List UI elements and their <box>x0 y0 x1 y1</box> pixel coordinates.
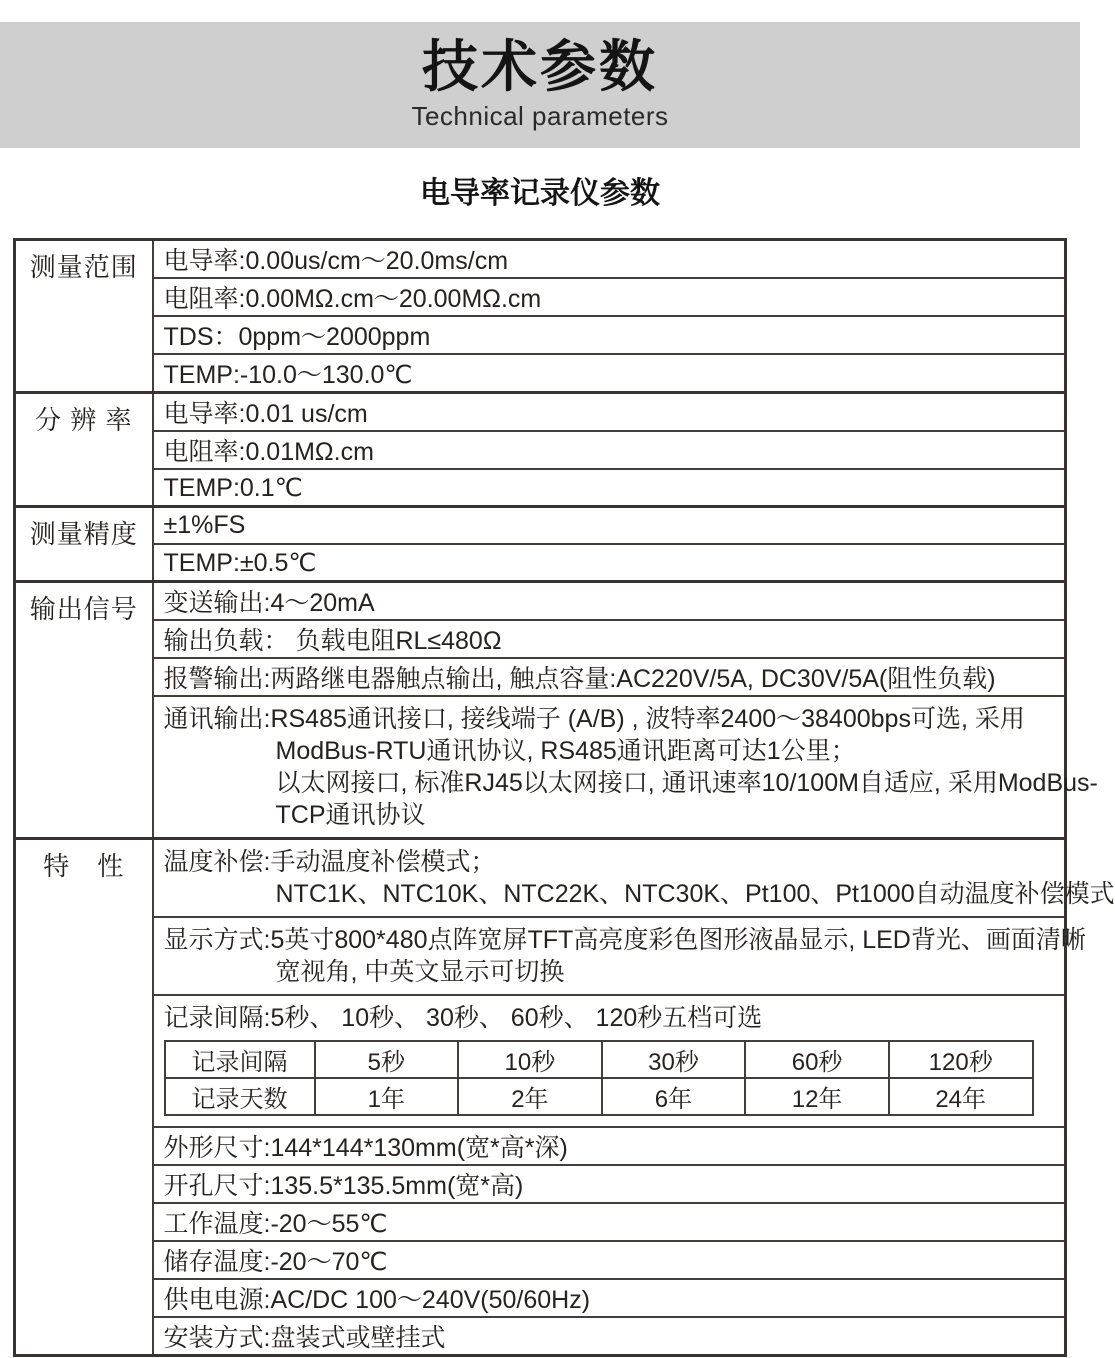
record-cell: 10秒 <box>458 1041 602 1078</box>
section-label-accuracy: 测量精度 <box>15 507 153 582</box>
display-mode-line: 显示方式:5英寸800*480点阵宽屏TFT高亮度彩色图形液晶显示, LED背光、画面清晰 <box>163 926 1086 954</box>
section-label-measure-range: 测量范围 <box>15 240 153 393</box>
row-temp-accuracy: TEMP:±0.5℃ <box>153 544 1066 582</box>
row-resistivity-resolution: 电阻率:0.01MΩ.cm <box>153 431 1066 469</box>
row-temp-range: TEMP:-10.0～130.0℃ <box>153 354 1066 393</box>
record-interval-header-row <box>165 1041 1033 1078</box>
record-cell: 120秒 <box>889 1041 1033 1078</box>
row-alarm-output: 报警输出:两路继电器触点输出, 触点容量:AC220V/5A, DC30V/5A(阻性负载) <box>153 658 1066 696</box>
record-cell: 12年 <box>745 1078 889 1115</box>
row-cutout-size: 开孔尺寸:135.5*135.5mm(宽*高) <box>153 1165 1066 1203</box>
temp-compensation-line: NTC1K、NTC10K、NTC22K、NTC30K、Pt100、Pt1000自动温度补偿模式 <box>275 880 1115 908</box>
section-output-signal <box>15 582 1066 621</box>
row-conductivity-resolution: 电导率:0.01 us/cm <box>153 393 1066 432</box>
row-power-supply: 供电电源:AC/DC 100～240V(50/60Hz) <box>153 1279 1066 1317</box>
row-display-mode <box>153 917 1086 995</box>
record-cell: 60秒 <box>745 1041 889 1078</box>
record-days-row <box>165 1078 1033 1115</box>
section-resolution <box>15 393 1066 432</box>
display-mode-line: 宽视角, 中英文显示可切换 <box>275 958 565 986</box>
banner-subtitle: Technical parameters <box>411 100 669 131</box>
row-working-temp: 工作温度:-20～55℃ <box>153 1203 1066 1241</box>
section-label-features: 特 性 <box>15 839 153 1356</box>
comm-output-line: 以太网接口, 标准RJ45以太网接口, 通讯速率10/100M自适应, 采用ModBus- <box>275 769 1098 797</box>
row-resistivity-range: 电阻率:0.00MΩ.cm～20.00MΩ.cm <box>153 278 1066 316</box>
record-cell: 记录天数 <box>165 1078 315 1115</box>
record-interval-table <box>164 1040 1034 1116</box>
row-storage-temp: 储存温度:-20～70℃ <box>153 1241 1066 1279</box>
row-transmit-output: 变送输出:4～20mA <box>153 582 1066 621</box>
section-label-output-signal: 输出信号 <box>15 582 153 839</box>
row-tds-range: TDS：0ppm～2000ppm <box>153 316 1066 354</box>
record-cell: 24年 <box>889 1078 1033 1115</box>
record-cell: 30秒 <box>602 1041 746 1078</box>
comm-output-line: 通讯输出:RS485通讯接口, 接线端子 (A/B) , 波特率2400～38400bps可选, 采用 <box>163 705 1025 733</box>
row-record-interval <box>153 995 1066 1127</box>
row-output-load: 输出负载： 负载电阻RL≤480Ω <box>153 620 1066 658</box>
section-features <box>15 839 1066 918</box>
record-cell: 6年 <box>602 1078 746 1115</box>
record-interval-text: 记录间隔:5秒、 10秒、 30秒、 60秒、 120秒五档可选 <box>163 1004 763 1032</box>
spec-table <box>13 238 1115 1357</box>
section-measure-range <box>15 240 1066 279</box>
record-cell: 5秒 <box>315 1041 459 1078</box>
record-cell: 2年 <box>458 1078 602 1115</box>
temp-compensation-line: 温度补偿:手动温度补偿模式； <box>163 848 496 876</box>
row-mounting: 安装方式:盘装式或壁挂式 <box>153 1317 1066 1356</box>
section-label-resolution: 分 辨 率 <box>15 393 153 507</box>
row-fs-accuracy: ±1%FS <box>153 507 1066 545</box>
row-temp-compensation <box>153 839 1115 918</box>
comm-output-line: ModBus-RTU通讯协议, RS485通讯距离可达1公里； <box>275 737 856 765</box>
section-heading: 电导率记录仪参数 <box>420 177 660 210</box>
row-comm-output <box>153 696 1098 839</box>
banner-title: 技术参数 <box>422 35 658 99</box>
row-conductivity-range: 电导率:0.00us/cm～20.0ms/cm <box>153 240 1066 279</box>
comm-output-line: TCP通讯协议 <box>275 801 426 829</box>
record-cell: 记录间隔 <box>165 1041 315 1078</box>
banner <box>0 22 1080 148</box>
section-accuracy <box>15 507 1066 545</box>
row-dimensions: 外形尺寸:144*144*130mm(宽*高*深) <box>153 1127 1066 1165</box>
record-cell: 1年 <box>315 1078 459 1115</box>
row-temp-resolution: TEMP:0.1℃ <box>153 469 1066 507</box>
